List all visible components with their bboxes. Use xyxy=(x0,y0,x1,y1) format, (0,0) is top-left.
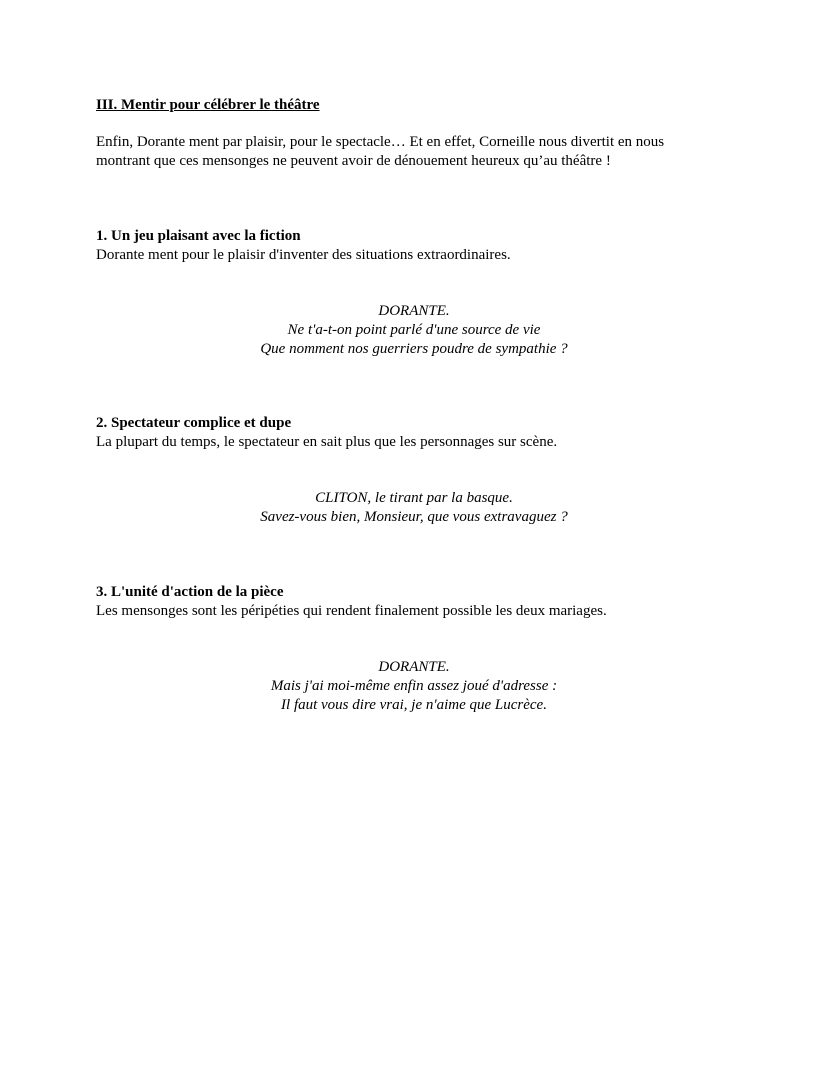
section-intro xyxy=(96,133,736,171)
part-heading: 3. L'unité d'action de la pièce xyxy=(96,584,284,600)
part-text: La plupart du temps, le spectateur en sait plus que les personnages sur scène. xyxy=(96,434,558,450)
quote-line: Savez-vous bien, Monsieur, que vous extravaguez ? xyxy=(260,509,568,525)
section-title: III. Mentir pour célébrer le théâtre xyxy=(96,97,320,113)
intro-line: Enfin, Dorante ment par plaisir, pour le spectacle… Et en effet, Corneille nous divertit en nous xyxy=(96,134,665,150)
part-3 xyxy=(96,583,736,621)
quote-2 xyxy=(96,489,732,527)
quote-speaker: DORANTE. xyxy=(378,659,450,675)
section-title-block xyxy=(96,96,736,115)
part-2 xyxy=(96,414,736,452)
part-1 xyxy=(96,227,736,265)
quote-line: Mais j'ai moi-même enfin assez joué d'adresse : xyxy=(270,678,558,694)
quote-speaker: DORANTE. xyxy=(378,303,450,319)
part-text: Dorante ment pour le plaisir d'inventer des situations extraordinaires. xyxy=(96,247,511,263)
part-text: Les mensonges sont les péripéties qui rendent finalement possible les deux mariages. xyxy=(96,603,607,619)
quote-3 xyxy=(96,658,732,715)
quote-speaker: CLITON, le tirant par la basque. xyxy=(315,490,513,506)
part-heading: 1. Un jeu plaisant avec la fiction xyxy=(96,228,301,244)
quote-line: Ne t'a-t-on point parlé d'une source de vie xyxy=(287,322,541,338)
intro-line: montrant que ces mensonges ne peuvent avoir de dénouement heureux qu’au théâtre ! xyxy=(96,153,611,169)
quote-line: Il faut vous dire vrai, je n'aime que Lucrèce. xyxy=(281,697,547,713)
quote-line: Que nomment nos guerriers poudre de sympathie ? xyxy=(260,341,568,357)
part-heading: 2. Spectateur complice et dupe xyxy=(96,415,292,431)
quote-1 xyxy=(96,302,732,359)
